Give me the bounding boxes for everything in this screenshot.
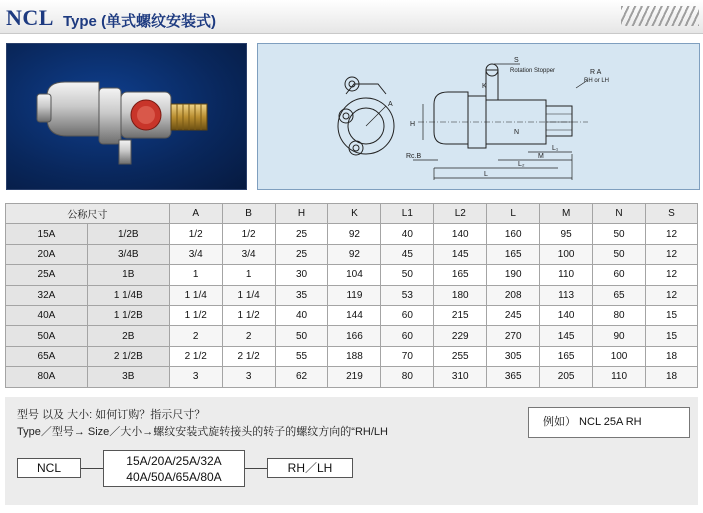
cell-inch: 2 1/2B	[87, 346, 169, 366]
direction-box: RH／LH	[267, 458, 353, 478]
cell-h: 25	[275, 224, 328, 244]
cell-l: 165	[487, 244, 540, 264]
table-row	[6, 367, 698, 387]
drawing-label-k: K	[482, 83, 487, 90]
cell-s: 15	[646, 326, 698, 346]
table-row	[6, 244, 698, 264]
col-header-m: M	[540, 204, 593, 224]
cell-a: 1/2	[169, 224, 222, 244]
cell-h: 40	[275, 305, 328, 325]
drawing-label-l: L	[484, 171, 488, 178]
col-header-l: L	[487, 204, 540, 224]
cell-l: 160	[487, 224, 540, 244]
table-row	[6, 346, 698, 366]
cell-l: 245	[487, 305, 540, 325]
cell-k: 144	[328, 305, 381, 325]
table-row	[6, 265, 698, 285]
cell-inch: 2B	[87, 326, 169, 346]
cell-a: 1 1/2	[169, 305, 222, 325]
table-row	[6, 326, 698, 346]
cell-s: 18	[646, 346, 698, 366]
sizes-line-2: 40A/50A/65A/80A	[126, 470, 222, 484]
table-row	[6, 305, 698, 325]
cell-inch: 3/4B	[87, 244, 169, 264]
cell-l1: 50	[381, 265, 434, 285]
cell-l1: 53	[381, 285, 434, 305]
table-row	[6, 285, 698, 305]
cell-k: 92	[328, 244, 381, 264]
cell-s: 18	[646, 367, 698, 387]
connector-line	[245, 468, 267, 469]
cell-m: 110	[540, 265, 593, 285]
cell-l: 365	[487, 367, 540, 387]
cell-m: 140	[540, 305, 593, 325]
drawing-label-l2: L₂	[518, 161, 525, 168]
cell-b: 2	[222, 326, 275, 346]
cell-a: 3	[169, 367, 222, 387]
cell-l2: 140	[434, 224, 487, 244]
cell-k: 104	[328, 265, 381, 285]
cell-l: 270	[487, 326, 540, 346]
drawing-label-l1: L₁	[552, 145, 559, 152]
cell-dn: 32A	[6, 285, 88, 305]
cell-k: 166	[328, 326, 381, 346]
drawing-label-n: N	[514, 129, 520, 136]
cell-l1: 45	[381, 244, 434, 264]
cell-dn: 40A	[6, 305, 88, 325]
cell-b: 3/4	[222, 244, 275, 264]
col-header-l1: L1	[381, 204, 434, 224]
col-header-k: K	[328, 204, 381, 224]
decorative-stripes	[621, 6, 699, 26]
cell-a: 1 1/4	[169, 285, 222, 305]
cell-b: 1 1/2	[222, 305, 275, 325]
cell-h: 50	[275, 326, 328, 346]
cell-l1: 70	[381, 346, 434, 366]
col-header-n: N	[593, 204, 646, 224]
drawing-label-a: A	[388, 101, 393, 108]
cell-l2: 215	[434, 305, 487, 325]
col-header-s: S	[646, 204, 698, 224]
cell-l1: 60	[381, 326, 434, 346]
cell-dn: 80A	[6, 367, 88, 387]
cell-k: 219	[328, 367, 381, 387]
cell-m: 100	[540, 244, 593, 264]
cell-h: 62	[275, 367, 328, 387]
cell-l: 190	[487, 265, 540, 285]
cell-inch: 3B	[87, 367, 169, 387]
cell-l1: 60	[381, 305, 434, 325]
page-subtitle: Type (单式螺纹安装式)	[63, 13, 217, 30]
col-header-nominal-size: 公称尺寸	[6, 204, 170, 224]
cell-inch: 1 1/2B	[87, 305, 169, 325]
ordering-description: Type／型号→ Size／大小→螺纹安装式旋转接头的转子的螺纹方向的“RH/LH	[17, 426, 388, 438]
cell-m: 145	[540, 326, 593, 346]
cell-l2: 180	[434, 285, 487, 305]
sizes-line-1: 15A/20A/25A/32A	[126, 454, 222, 468]
table-row	[6, 224, 698, 244]
cell-h: 35	[275, 285, 328, 305]
cell-b: 1	[222, 265, 275, 285]
cell-m: 95	[540, 224, 593, 244]
cell-b: 1 1/4	[222, 285, 275, 305]
col-header-a: A	[169, 204, 222, 224]
cell-k: 92	[328, 224, 381, 244]
cell-s: 12	[646, 244, 698, 264]
cell-n: 100	[593, 346, 646, 366]
cell-s: 12	[646, 224, 698, 244]
cell-l2: 310	[434, 367, 487, 387]
cell-m: 165	[540, 346, 593, 366]
cell-s: 12	[646, 265, 698, 285]
cell-dn: 25A	[6, 265, 88, 285]
cell-b: 3	[222, 367, 275, 387]
cell-k: 119	[328, 285, 381, 305]
cell-l1: 40	[381, 224, 434, 244]
cell-a: 1	[169, 265, 222, 285]
cell-dn: 15A	[6, 224, 88, 244]
cell-m: 113	[540, 285, 593, 305]
cell-b: 1/2	[222, 224, 275, 244]
cell-a: 2	[169, 326, 222, 346]
model-box: NCL	[17, 458, 81, 478]
page-title: NCL	[6, 5, 54, 30]
ordering-example: 例如） NCL 25A RH	[528, 407, 690, 438]
cell-l: 305	[487, 346, 540, 366]
drawing-label-rh-lh: RH or LH	[584, 78, 610, 84]
cell-inch: 1/2B	[87, 224, 169, 244]
drawing-label-rc-b: Rc.B	[406, 153, 422, 160]
cell-inch: 1B	[87, 265, 169, 285]
product-photo	[6, 43, 247, 190]
drawing-label-ra: R A	[590, 69, 602, 76]
cell-dn: 20A	[6, 244, 88, 264]
col-header-h: H	[275, 204, 328, 224]
cell-inch: 1 1/4B	[87, 285, 169, 305]
cell-l1: 80	[381, 367, 434, 387]
cell-a: 3/4	[169, 244, 222, 264]
cell-s: 15	[646, 305, 698, 325]
table-header-row	[6, 204, 698, 224]
cell-n: 110	[593, 367, 646, 387]
ordering-panel	[5, 397, 698, 505]
spec-table	[5, 203, 698, 388]
cell-h: 55	[275, 346, 328, 366]
cell-a: 2 1/2	[169, 346, 222, 366]
drawing-label-rotation-stopper: Rotation Stopper	[510, 68, 556, 74]
cell-h: 25	[275, 244, 328, 264]
page-header	[0, 0, 703, 34]
connector-line	[81, 468, 103, 469]
cell-b: 2 1/2	[222, 346, 275, 366]
cell-dn: 65A	[6, 346, 88, 366]
cell-n: 50	[593, 244, 646, 264]
cell-n: 50	[593, 224, 646, 244]
drawing-label-h: H	[410, 121, 416, 128]
cell-l2: 165	[434, 265, 487, 285]
drawing-label-s: S	[514, 57, 519, 64]
cell-l2: 145	[434, 244, 487, 264]
col-header-b: B	[222, 204, 275, 224]
cell-n: 90	[593, 326, 646, 346]
cell-n: 80	[593, 305, 646, 325]
cell-k: 188	[328, 346, 381, 366]
cell-dn: 50A	[6, 326, 88, 346]
cell-l: 208	[487, 285, 540, 305]
ordering-question: 型号 以及 大小: 如何订购？指示尺寸？	[17, 409, 206, 421]
cell-m: 205	[540, 367, 593, 387]
technical-drawing	[257, 43, 700, 190]
cell-l2: 255	[434, 346, 487, 366]
cell-n: 60	[593, 265, 646, 285]
cell-n: 65	[593, 285, 646, 305]
drawing-label-m: M	[538, 153, 544, 160]
col-header-l2: L2	[434, 204, 487, 224]
cell-s: 12	[646, 285, 698, 305]
sizes-box	[103, 450, 245, 487]
cell-h: 30	[275, 265, 328, 285]
cell-l2: 229	[434, 326, 487, 346]
